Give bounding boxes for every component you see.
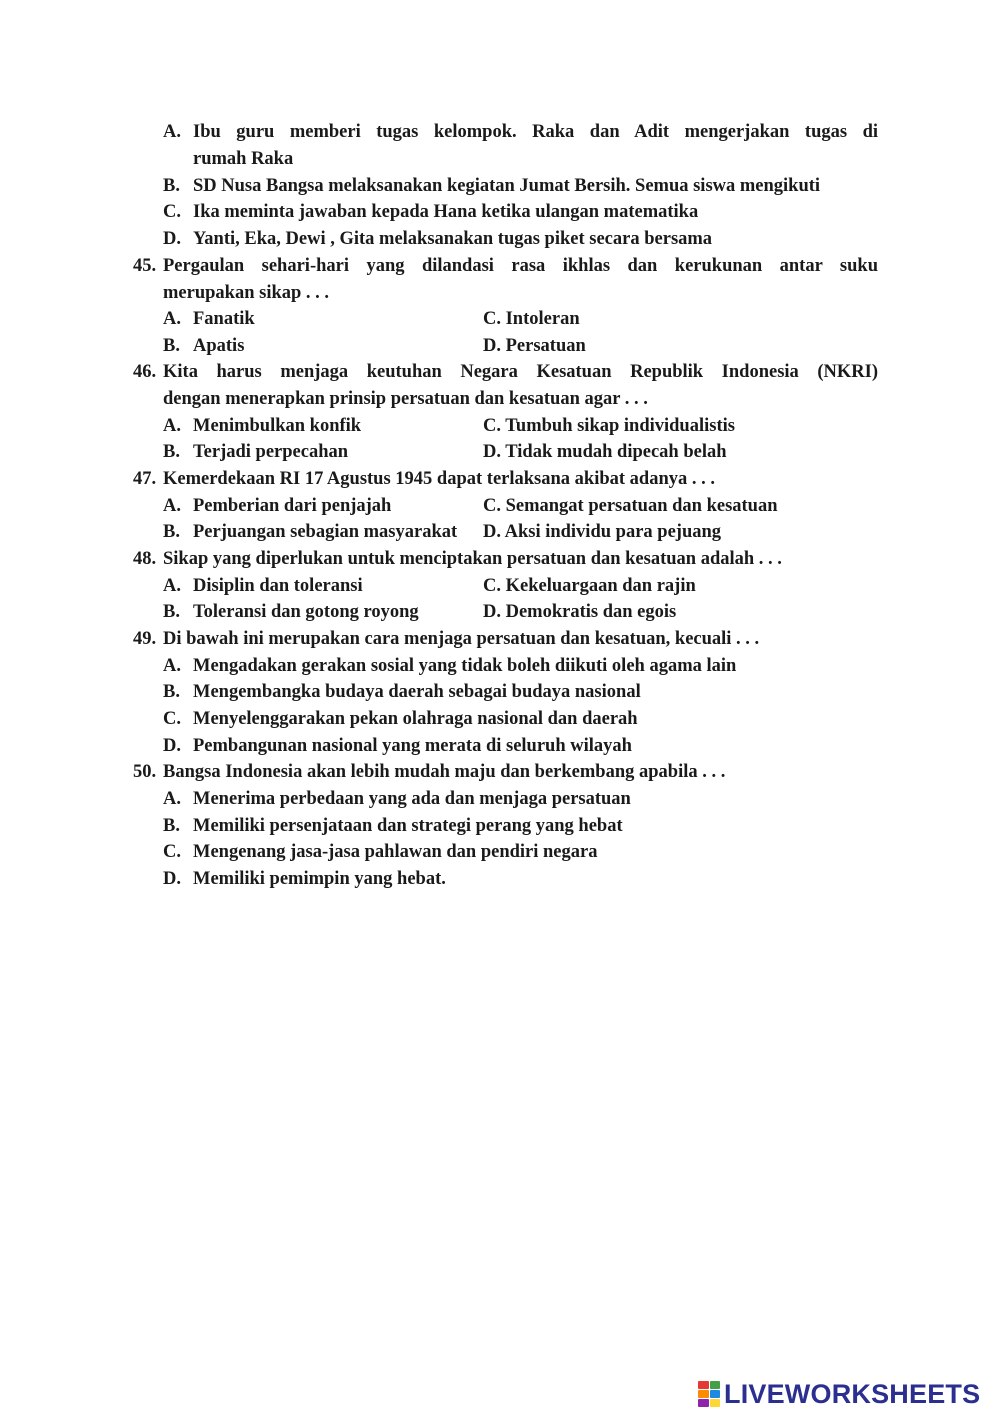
option-a-text: Disiplin dan toleransi bbox=[193, 576, 363, 596]
option-b-letter: B. bbox=[163, 336, 180, 356]
option-b-text: Terjadi perpecahan bbox=[193, 442, 349, 462]
option-a-letter: A. bbox=[163, 309, 181, 329]
option-d-text: Memiliki pemimpin yang hebat. bbox=[193, 869, 446, 889]
option-b-text: Perjuangan sebagian masyarakat bbox=[193, 522, 458, 542]
option-d-text: Pembangunan nasional yang merata di seluruh wilayah bbox=[193, 736, 632, 756]
option-b-letter: B. bbox=[163, 682, 180, 702]
option-a-text: Fanatik bbox=[193, 309, 255, 329]
question-number: 50. bbox=[133, 762, 157, 782]
question-number: 45. bbox=[133, 256, 157, 276]
option-c: C. Semangat persatuan dan kesatuan bbox=[483, 496, 778, 516]
option-b-letter: B. bbox=[163, 522, 180, 542]
question-number: 49. bbox=[133, 629, 157, 649]
option-text-cont: rumah Raka bbox=[193, 149, 294, 169]
option-letter: D. bbox=[163, 229, 181, 249]
option-text: Ika meminta jawaban kepada Hana ketika ulangan matematika bbox=[193, 202, 699, 222]
option-c: C. Tumbuh sikap individualistis bbox=[483, 416, 735, 436]
liveworksheets-logo bbox=[698, 1378, 980, 1410]
question-text: Kita harus menjaga keutuhan Negara Kesatuan Republik Indonesia (NKRI) bbox=[163, 362, 878, 382]
option-c: C. Kekeluargaan dan rajin bbox=[483, 576, 696, 596]
question-text: Sikap yang diperlukan untuk menciptakan persatuan dan kesatuan adalah . . . bbox=[163, 549, 782, 569]
question-text: Di bawah ini merupakan cara menjaga persatuan dan kesatuan, kecuali . . . bbox=[163, 629, 760, 649]
option-b-text: Apatis bbox=[193, 336, 245, 356]
option-b-letter: B. bbox=[163, 602, 180, 622]
option-letter: A. bbox=[163, 122, 181, 142]
question-text-cont: dengan menerapkan prinsip persatuan dan kesatuan agar . . . bbox=[163, 389, 648, 409]
question-text: Bangsa Indonesia akan lebih mudah maju dan berkembang apabila . . . bbox=[163, 762, 726, 782]
liveworksheets-logo-icon bbox=[698, 1381, 720, 1407]
option-d-letter: D. bbox=[163, 869, 181, 889]
option-c-letter: C. bbox=[163, 842, 181, 862]
option-c-text: Menyelenggarakan pekan olahraga nasional dan daerah bbox=[193, 709, 638, 729]
option-a-letter: A. bbox=[163, 416, 181, 436]
option-text: Yanti, Eka, Dewi , Gita melaksanakan tugas piket secara bersama bbox=[193, 229, 713, 249]
question-text-cont: merupakan sikap . . . bbox=[163, 283, 330, 303]
option-d: D. Tidak mudah dipecah belah bbox=[483, 442, 727, 462]
option-a-letter: A. bbox=[163, 789, 181, 809]
option-text: Ibu guru memberi tugas kelompok. Raka dan Adit mengerjakan tugas di bbox=[193, 122, 878, 142]
option-a-letter: A. bbox=[163, 496, 181, 516]
liveworksheets-logo-text: LIVEWORKSHEETS bbox=[724, 1378, 981, 1409]
question-number: 46. bbox=[133, 362, 157, 382]
option-a-text: Menimbulkan konfik bbox=[193, 416, 362, 436]
option-a-text: Mengadakan gerakan sosial yang tidak boleh diikuti oleh agama lain bbox=[193, 656, 737, 676]
option-a-letter: A. bbox=[163, 656, 181, 676]
option-a-letter: A. bbox=[163, 576, 181, 596]
option-b-letter: B. bbox=[163, 816, 180, 836]
option-d-letter: D. bbox=[163, 736, 181, 756]
option-a-text: Pemberian dari penjajah bbox=[193, 496, 392, 516]
option-b-text: Memiliki persenjataan dan strategi perang yang hebat bbox=[193, 816, 623, 836]
option-letter: B. bbox=[163, 176, 180, 196]
option-b-text: Toleransi dan gotong royong bbox=[193, 602, 419, 622]
option-c-text: Mengenang jasa-jasa pahlawan dan pendiri negara bbox=[193, 842, 598, 862]
option-d: D. Demokratis dan egois bbox=[483, 602, 677, 622]
option-d: D. Aksi individu para pejuang bbox=[483, 522, 722, 542]
option-c: C. Intoleran bbox=[483, 309, 580, 329]
option-a-text: Menerima perbedaan yang ada dan menjaga persatuan bbox=[193, 789, 631, 809]
option-d: D. Persatuan bbox=[483, 336, 586, 356]
option-b-text: Mengembangka budaya daerah sebagai budaya nasional bbox=[193, 682, 641, 702]
option-c-letter: C. bbox=[163, 709, 181, 729]
question-text: Pergaulan sehari-hari yang dilandasi rasa ikhlas dan kerukunan antar suku bbox=[163, 256, 878, 276]
question-text: Kemerdekaan RI 17 Agustus 1945 dapat terlaksana akibat adanya . . . bbox=[163, 469, 715, 489]
option-text: SD Nusa Bangsa melaksanakan kegiatan Jumat Bersih. Semua siswa mengikuti bbox=[193, 176, 821, 196]
question-number: 48. bbox=[133, 549, 157, 569]
option-b-letter: B. bbox=[163, 442, 180, 462]
option-letter: C. bbox=[163, 202, 181, 222]
question-number: 47. bbox=[133, 469, 157, 489]
